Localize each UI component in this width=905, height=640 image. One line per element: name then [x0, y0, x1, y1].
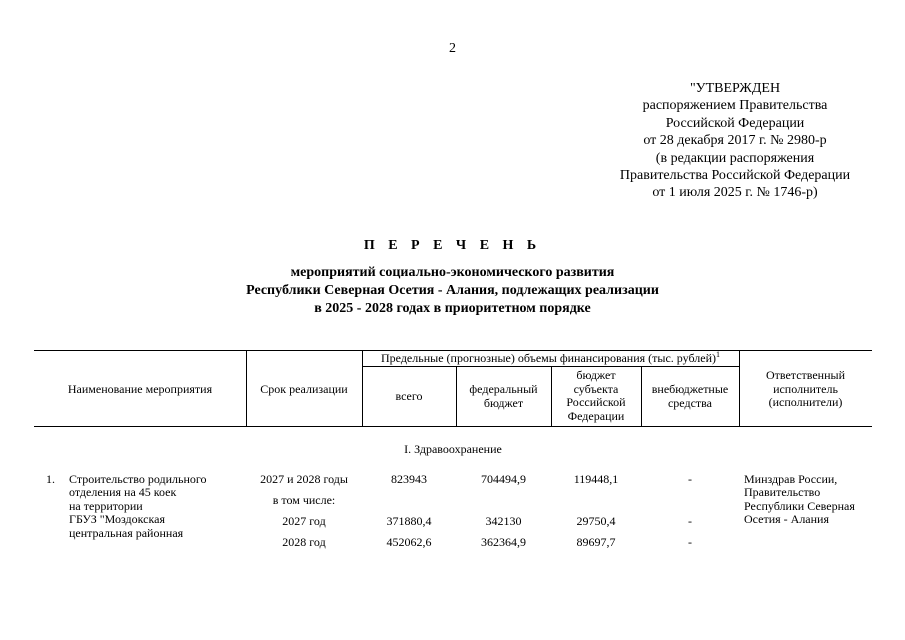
- item-responsible-line: Минздрав России,: [744, 472, 838, 486]
- item-responsible-line: Правительство: [744, 485, 821, 500]
- item-name-line: Строительство родильного: [69, 472, 207, 486]
- header-responsible-line: исполнитель: [773, 381, 838, 396]
- row-federal: 342130: [485, 514, 522, 528]
- header-regional-line: бюджет: [576, 368, 616, 382]
- row-period: 2028 год: [282, 535, 326, 549]
- header-responsible-line: (исполнители): [768, 395, 843, 410]
- approval-line: от 1 июля 2025 г. № 1746-р): [652, 185, 818, 201]
- subtitle-line: в 2025 - 2028 годах в приоритетном порядке: [314, 301, 591, 316]
- header-bottom-border: [34, 426, 872, 427]
- item-responsible: [744, 473, 855, 527]
- header-total: всего: [395, 389, 423, 403]
- row-regional: 29750,4: [576, 514, 616, 528]
- approval-line: распоряжением Правительства: [642, 98, 828, 114]
- subtitle-line: мероприятий социально-экономического развития: [290, 265, 615, 280]
- header-financing-group: [362, 352, 739, 366]
- item-responsible-line: Республики Северная: [744, 498, 855, 513]
- item-name: [69, 473, 207, 540]
- document-subtitle: [0, 264, 905, 318]
- row-regional: 119448,1: [573, 472, 619, 486]
- header-name: Наименование мероприятия: [67, 382, 213, 396]
- header-federal-line: бюджет: [483, 395, 524, 410]
- item-name-line: ГБУЗ "Моздокская: [69, 512, 166, 527]
- row-federal: 704494,9: [481, 472, 526, 486]
- row-total: 823943: [391, 472, 427, 486]
- approval-line: "УТВЕРЖДЕН: [689, 81, 781, 96]
- header-extrabudgetary-line: средства: [667, 395, 712, 410]
- header-period: Срок реализации: [260, 382, 348, 396]
- header-regional-line: субъекта: [573, 381, 619, 396]
- header-federal: [456, 383, 551, 410]
- section-title: I. Здравоохранение: [404, 442, 502, 456]
- header-extrabudgetary-line: внебюджетные: [651, 382, 729, 396]
- row-total: 452062,6: [386, 535, 432, 549]
- document-title: П Е Р Е Ч Е Н Ь: [363, 238, 542, 253]
- item-name-line: отделения на 45 коек: [69, 485, 177, 500]
- approval-line: Российской Федерации: [665, 115, 805, 131]
- approval-line: (в редакции распоряжения: [655, 150, 815, 166]
- row-period: 2027 и 2028 годы: [260, 472, 348, 486]
- item-responsible-line: Осетия - Алания: [744, 512, 829, 527]
- row-federal: 362364,9: [481, 535, 526, 549]
- header-regional-line: Российской: [566, 395, 626, 410]
- row-period: 2027 год: [282, 514, 326, 528]
- item-name-line: на территории: [69, 498, 143, 513]
- header-regional: [551, 369, 641, 423]
- row-regional: 89697,7: [576, 535, 616, 549]
- row-total: 371880,4: [386, 514, 432, 528]
- footnote-mark: 1: [716, 350, 720, 359]
- row-extra: -: [688, 472, 692, 486]
- page-number: 2: [449, 41, 456, 56]
- row-extra: -: [688, 535, 692, 549]
- item-number: 1.: [46, 472, 55, 486]
- financing-group-label: Предельные (прогнозные) объемы финансирования (тыс. рублей): [380, 351, 716, 365]
- header-extrabudgetary: [641, 383, 739, 410]
- item-name-line: центральная районная: [69, 525, 184, 540]
- row-period: в том числе:: [272, 493, 336, 507]
- header-regional-line: Федерации: [567, 408, 625, 423]
- subtitle-line: Республики Северная Осетия - Алания, подлежащих реализации: [246, 283, 659, 298]
- approval-stamp: [580, 80, 890, 202]
- header-responsible-line: Ответственный: [765, 368, 846, 382]
- approval-line: Правительства Российской Федерации: [619, 168, 851, 184]
- header-responsible: [739, 369, 872, 410]
- header-federal-line: федеральный: [469, 382, 538, 396]
- approval-line: от 28 декабря 2017 г. № 2980-р: [643, 133, 827, 149]
- row-extra: -: [688, 514, 692, 528]
